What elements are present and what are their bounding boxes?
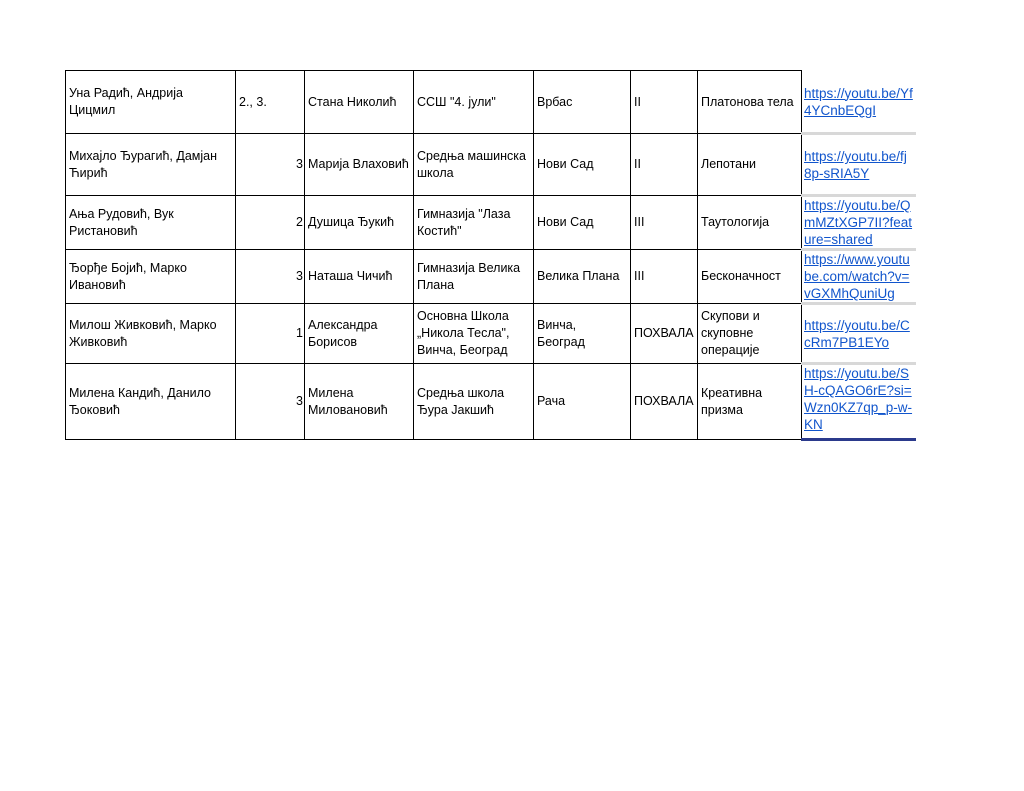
link-cell <box>802 71 916 134</box>
city-cell: Нови Сад <box>534 134 631 196</box>
link-cell <box>802 134 916 196</box>
link-cell <box>802 364 916 440</box>
students-cell: Уна Радић, Андрија Цицмил <box>66 71 236 134</box>
city-cell: Рача <box>534 364 631 440</box>
mentor-cell: Александра Борисов <box>305 304 414 364</box>
award-cell: ПОХВАЛА <box>631 364 698 440</box>
mentor-cell: Милена Миловановић <box>305 364 414 440</box>
city-cell: Велика Плана <box>534 250 631 304</box>
award-cell: II <box>631 134 698 196</box>
students-cell: Милена Кандић, Данило Ђоковић <box>66 364 236 440</box>
grade-cell: 2 <box>236 196 305 250</box>
award-cell: III <box>631 196 698 250</box>
table-row <box>66 364 916 440</box>
city-cell: Врбас <box>534 71 631 134</box>
table-row <box>66 134 916 196</box>
grade-cell: 3 <box>236 250 305 304</box>
project-cell: Скупови и скуповне операције <box>698 304 802 364</box>
video-link[interactable]: https://youtu.be/fj8p-sRIA5Y <box>804 149 907 181</box>
project-cell: Таутологија <box>698 196 802 250</box>
school-cell: Средња машинска школа <box>414 134 534 196</box>
grade-cell: 2., 3. <box>236 71 305 134</box>
table-row <box>66 71 916 134</box>
award-cell: ПОХВАЛА <box>631 304 698 364</box>
link-cell <box>802 196 916 250</box>
video-link[interactable]: https://youtu.be/QmMZtXGP7II?feature=shared <box>804 198 913 247</box>
video-link[interactable]: https://www.youtube.com/watch?v=vGXMhQuniUg <box>804 252 910 301</box>
link-cell <box>802 304 916 364</box>
mentor-cell: Наташа Чичић <box>305 250 414 304</box>
link-cell <box>802 250 916 304</box>
project-cell: Креативна призма <box>698 364 802 440</box>
students-cell: Ђорђе Бојић, Марко Ивановић <box>66 250 236 304</box>
table-row <box>66 196 916 250</box>
school-cell: Основна Школа „Никола Тесла", Винча, Београд <box>414 304 534 364</box>
city-cell: Нови Сад <box>534 196 631 250</box>
project-cell: Лепотани <box>698 134 802 196</box>
table-row <box>66 250 916 304</box>
school-cell: Гимназија Велика Плана <box>414 250 534 304</box>
students-cell: Ања Рудовић, Вук Ристановић <box>66 196 236 250</box>
city-cell: Винча, Београд <box>534 304 631 364</box>
school-cell: Средња школа Ђура Јакшић <box>414 364 534 440</box>
award-cell: III <box>631 250 698 304</box>
mentor-cell: Марија Влаховић <box>305 134 414 196</box>
project-cell: Платонова тела <box>698 71 802 134</box>
table-row <box>66 304 916 364</box>
project-cell: Бесконачност <box>698 250 802 304</box>
grade-cell: 1 <box>236 304 305 364</box>
students-cell: Милош Живковић, Марко Живковић <box>66 304 236 364</box>
video-link[interactable]: https://youtu.be/CcRm7PB1EYo <box>804 318 910 350</box>
results-table <box>65 70 916 441</box>
school-cell: Гимназија "Лаза Костић" <box>414 196 534 250</box>
school-cell: ССШ "4. јули" <box>414 71 534 134</box>
students-cell: Михајло Ђурагић, Дамјан Ћирић <box>66 134 236 196</box>
grade-cell: 3 <box>236 134 305 196</box>
grade-cell: 3 <box>236 364 305 440</box>
award-cell: II <box>631 71 698 134</box>
mentor-cell: Душица Ђукић <box>305 196 414 250</box>
video-link[interactable]: https://youtu.be/Yf4YCnbEQgI <box>804 85 913 118</box>
mentor-cell: Стана Николић <box>305 71 414 134</box>
video-link[interactable]: https://youtu.be/SH-cQAGO6rE?si=Wzn0KZ7qp_p-w-KN <box>804 366 913 432</box>
